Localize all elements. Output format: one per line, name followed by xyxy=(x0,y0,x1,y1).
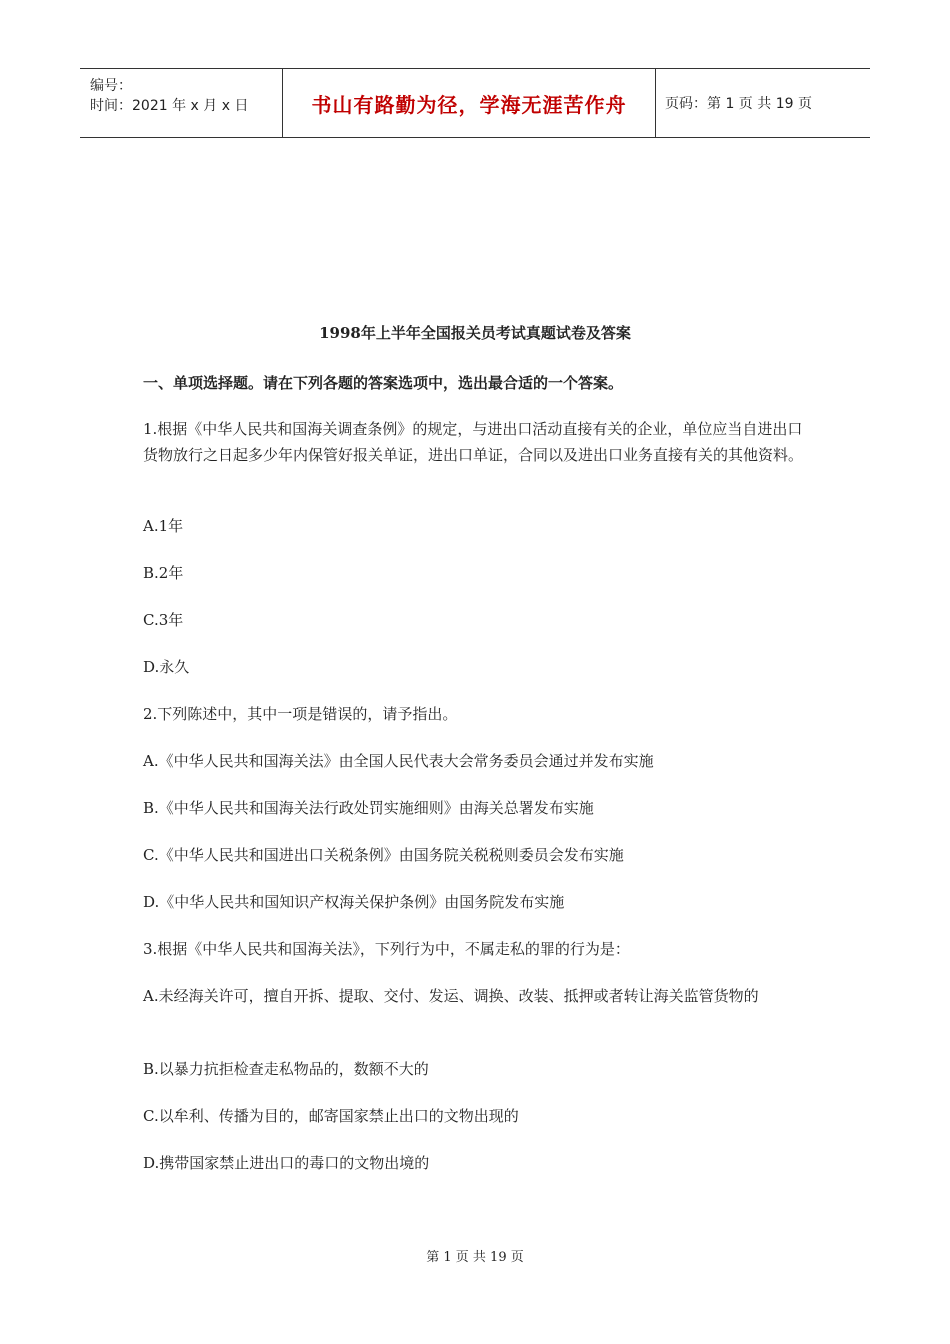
question-1-option-a: A.1年 xyxy=(143,517,184,535)
header-meta xyxy=(80,69,282,137)
question-1-stem: 1.根据《中华人民共和国海关调查条例》的规定，与进出口活动直接有关的企业，单位应当自进出口货物放行之日起多少年内保管好报关单证，进出口单证，合同以及进出口业务直接有关的其他资料。 xyxy=(143,420,804,464)
document-title: 1998年上半年全国报关员考试真题试卷及答案 xyxy=(319,324,631,342)
question-3-option-d: D.携带国家禁止进出口的毒口的文物出境的 xyxy=(143,1154,430,1172)
header-time-label: 时间：2021 年 x 月 x 日 xyxy=(90,98,249,114)
document-header xyxy=(80,68,870,138)
question-2-stem: 2.下列陈述中，其中一项是错误的，请予指出。 xyxy=(143,705,458,723)
question-3-stem: 3.根据《中华人民共和国海关法》，下列行为中，不属走私的罪的行为是： xyxy=(143,940,630,958)
question-2-option-b: B.《中华人民共和国海关法行政处罚实施细则》由海关总署发布实施 xyxy=(143,799,594,817)
question-3-option-a: A.未经海关许可，擅自开拆、提取、交付、发运、调换、改装、抵押或者转让海关监管货物的 xyxy=(143,987,759,1005)
section-heading: 一、单项选择题。请在下列各题的答案选项中，选出最合适的一个答案。 xyxy=(143,374,624,392)
question-3-option-c: C.以牟利、传播为目的，邮寄国家禁止出口的文物出现的 xyxy=(143,1107,519,1125)
question-2-option-c: C.《中华人民共和国进出口关税条例》由国务院关税税则委员会发布实施 xyxy=(143,846,624,864)
question-1-option-d: D.永久 xyxy=(143,658,190,676)
header-motto: 书山有路勤为径，学海无涯苦作舟 xyxy=(282,69,656,137)
question-1-option-b: B.2年 xyxy=(143,564,184,582)
question-1-option-c: C.3年 xyxy=(143,611,184,629)
question-2-option-d: D.《中华人民共和国知识产权海关保护条例》由国务院发布实施 xyxy=(143,893,565,911)
header-page-info: 页码：第 1 页 共 19 页 xyxy=(665,96,812,112)
question-2-option-a: A.《中华人民共和国海关法》由全国人民代表大会常务委员会通过并发布实施 xyxy=(143,752,654,770)
question-3-option-b: B.以暴力抗拒检查走私物品的，数额不大的 xyxy=(143,1060,429,1078)
page-footer: 第 1 页 共 19 页 xyxy=(426,1250,524,1265)
header-code-label: 编号： xyxy=(90,78,132,94)
